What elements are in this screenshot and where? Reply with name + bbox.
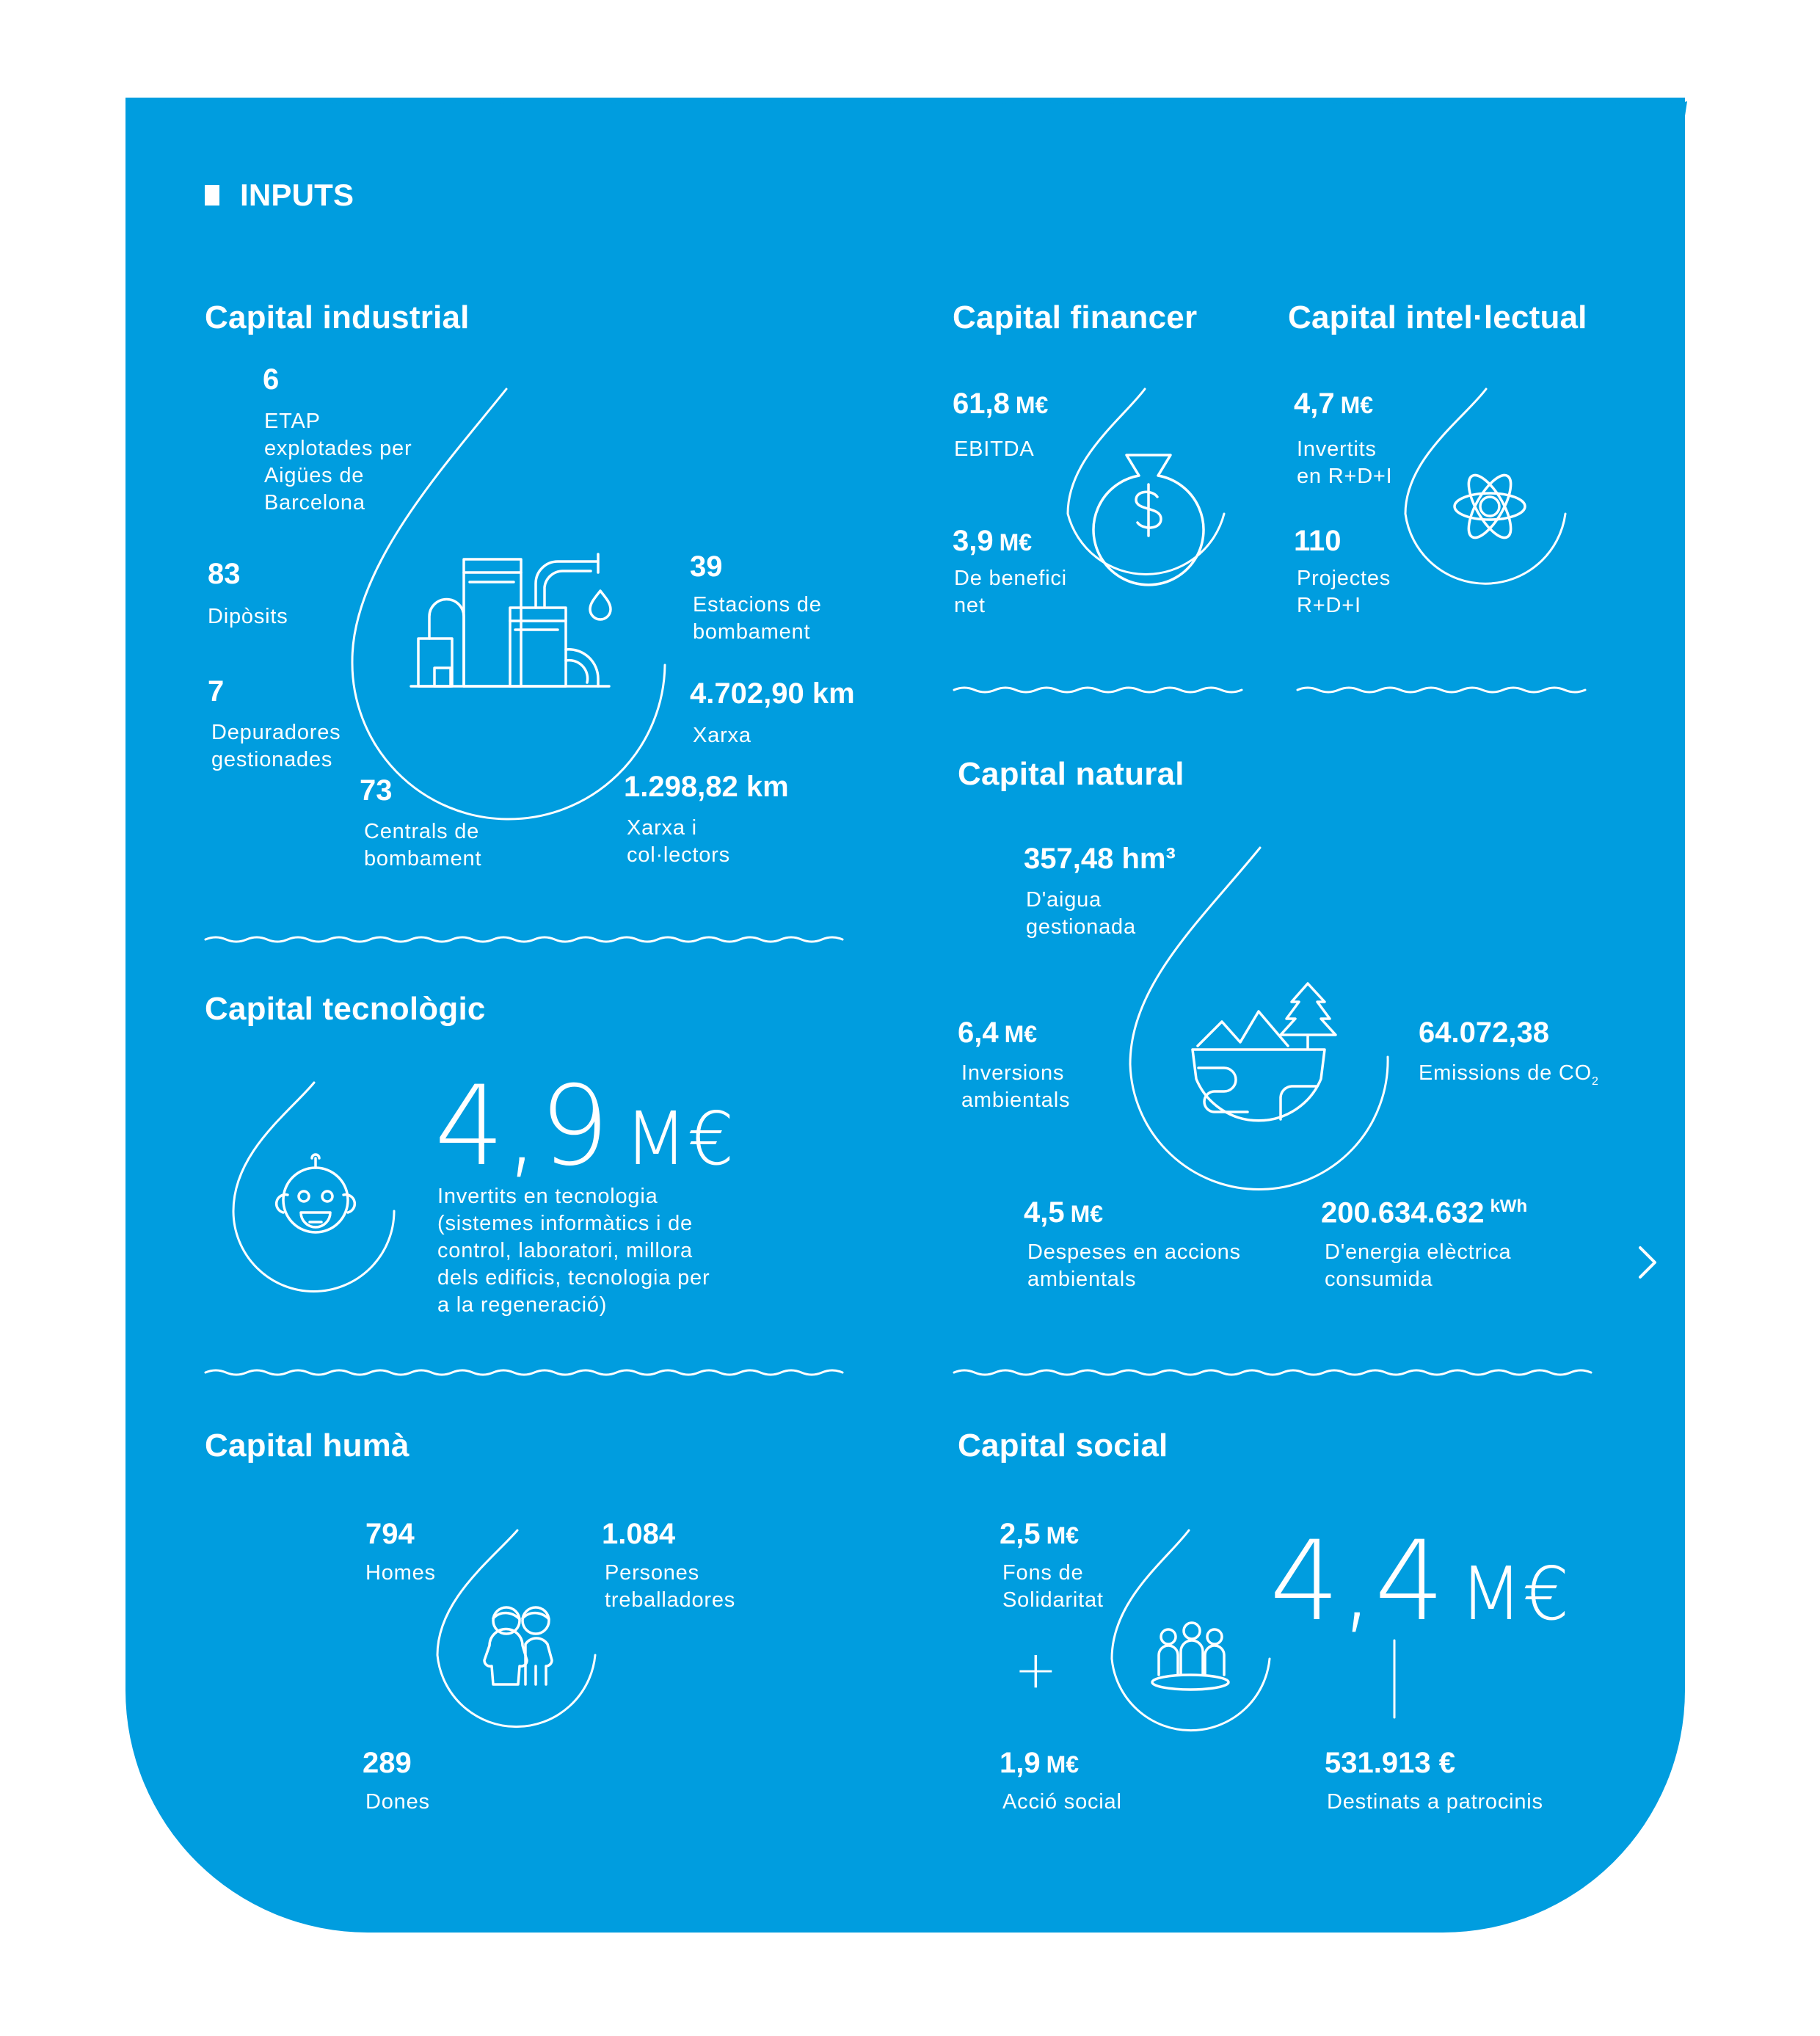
inversions-label: Inversions ambientals: [961, 1061, 1071, 1112]
patrocinis-value: 531.913 €: [1325, 1747, 1455, 1779]
financer-title: Capital financer: [953, 299, 1198, 335]
energia-label: D'energia elèctrica consumida: [1325, 1240, 1512, 1291]
projectes-label: Projectes R+D+I: [1297, 567, 1391, 617]
dones-label: Dones: [365, 1790, 430, 1814]
tecnologic-value: 4,9 M€: [434, 1063, 735, 1190]
invertits-label: Invertits en R+D+I: [1297, 437, 1393, 488]
natural-title: Capital natural: [958, 756, 1184, 792]
estacions-label: Estacions de bombament: [693, 593, 822, 644]
page-title: INPUTS: [240, 178, 354, 212]
divider-financer: [954, 688, 1242, 692]
despeses-label: Despeses en accions ambientals: [1027, 1240, 1241, 1291]
tecnologic-label: Invertits en tecnologia (sistemes informàtics i de control, laboratori, millora dels edificis, tecnologia per a la regeneració): [437, 1185, 710, 1317]
community-icon: [1152, 1623, 1228, 1690]
benefici-value: 3,9 M€: [953, 525, 1033, 557]
projectes-value: 110: [1294, 525, 1342, 557]
social-total-value: 4,4 M€: [1270, 1518, 1570, 1646]
etap-value: 6: [263, 363, 280, 396]
estacions-value: 39: [690, 550, 723, 583]
ebitda-value: 61,8 M€: [953, 388, 1049, 420]
collectors-value: 1.298,82 km: [624, 771, 789, 803]
xarxa-label: Xarxa: [693, 724, 751, 747]
aigua-label: D'aigua gestionada: [1026, 888, 1136, 939]
industrial-plant-icon: [411, 554, 611, 686]
accio-value: 1,9 M€: [1000, 1747, 1080, 1779]
dones-value: 289: [363, 1747, 412, 1779]
centrals-label: Centrals de bombament: [364, 820, 482, 870]
collectors-label: Xarxa i col·lectors: [627, 816, 730, 867]
depuradores-value: 7: [208, 675, 225, 708]
landscape-icon: [1193, 984, 1336, 1121]
divider-natural: [954, 1370, 1591, 1375]
divider-tecnologic: [205, 1370, 842, 1375]
invertits-value: 4,7 M€: [1294, 388, 1374, 420]
emissions-label: Emissions de $CO_2$: [1419, 1061, 1599, 1088]
diposits-value: 83: [208, 558, 241, 590]
plus-sign: +: [1014, 1640, 1058, 1700]
benefici-label: De benefici net: [954, 567, 1067, 617]
despeses-value: 4,5 M€: [1024, 1196, 1104, 1229]
chevron-right-icon: [1629, 1240, 1666, 1284]
accio-label: Acció social: [1002, 1790, 1122, 1814]
depuradores-label: Depuradores gestionades: [211, 721, 341, 771]
homes-value: 794: [365, 1518, 415, 1550]
patrocinis-label: Destinats a patrocinis: [1327, 1790, 1543, 1814]
divider-intellectual: [1297, 688, 1585, 692]
fons-label: Fons de Solidaritat: [1002, 1561, 1104, 1612]
people-icon: [484, 1607, 552, 1684]
energia-value: 200.634.632 $^{kWh}$: [1321, 1196, 1528, 1229]
drop-tecnologic: [233, 1083, 394, 1291]
top-wave: [125, 99, 1687, 116]
divider-industrial: [205, 937, 842, 942]
homes-label: Homes: [365, 1561, 436, 1585]
next-button[interactable]: [1629, 1240, 1666, 1284]
fons-value: 2,5 M€: [1000, 1518, 1080, 1550]
header-marker: [205, 185, 219, 206]
intellectual-title: Capital intel·lectual: [1288, 299, 1587, 335]
huma-title: Capital humà: [205, 1428, 410, 1464]
aigua-value: 357,48 hm³: [1024, 843, 1176, 875]
centrals-value: 73: [360, 774, 393, 807]
industrial-title: Capital industrial: [205, 299, 470, 335]
ebitda-label: EBITDA: [954, 437, 1035, 461]
diposits-label: Dipòsits: [208, 605, 288, 628]
tecnologic-title: Capital tecnològic: [205, 991, 486, 1027]
drop-intellectual: [1405, 389, 1565, 583]
social-title: Capital social: [958, 1428, 1168, 1464]
emissions-value: 64.072,38: [1419, 1017, 1549, 1049]
drop-social: [1112, 1530, 1270, 1731]
inversions-value: 6,4 M€: [958, 1017, 1038, 1049]
persones-value: 1.084: [602, 1518, 676, 1550]
xarxa-value: 4.702,90 km: [690, 677, 855, 710]
atom-icon: [1455, 469, 1525, 543]
etap-label: ETAP explotades per Aigües de Barcelona: [264, 410, 412, 515]
robot-icon: [277, 1155, 355, 1232]
persones-label: Persones treballadores: [605, 1561, 736, 1612]
